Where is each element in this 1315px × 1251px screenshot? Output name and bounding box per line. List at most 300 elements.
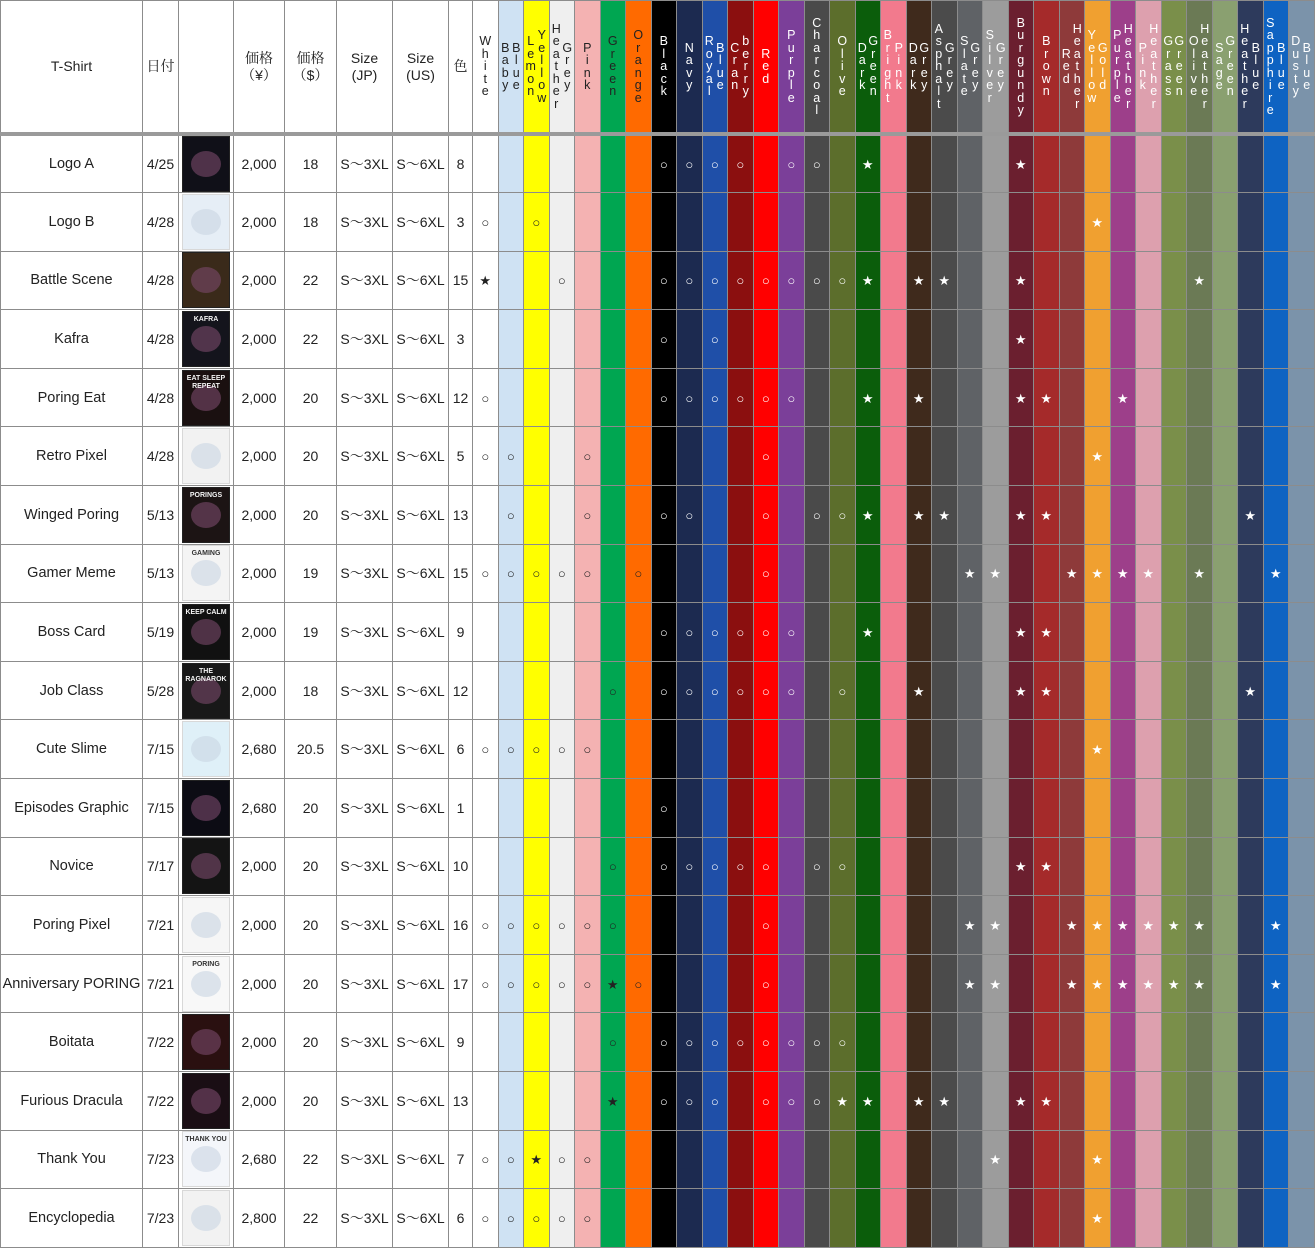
cell-color-black[interactable] — [651, 603, 677, 662]
cell-color-red[interactable] — [753, 1189, 779, 1248]
cell-color-navy[interactable] — [677, 193, 703, 252]
header-color-yellow-lemon[interactable] — [524, 1, 550, 135]
cell-color-purple[interactable] — [779, 251, 805, 310]
cell-color-heather-blue[interactable] — [1238, 310, 1264, 369]
cell-color-asphalt-grey[interactable] — [932, 544, 958, 603]
cell-color-brown[interactable] — [1034, 954, 1060, 1013]
cell-color-navy[interactable] — [677, 1072, 703, 1131]
cell-color-pink-heather[interactable] — [1136, 193, 1162, 252]
cell-color-heather-purple[interactable] — [1110, 368, 1136, 427]
cell-color-silver-grey[interactable] — [983, 661, 1009, 720]
cell-color-heather-red[interactable] — [1059, 779, 1085, 838]
cell-color-sage-green[interactable] — [1212, 486, 1238, 545]
cell-color-sage-green[interactable] — [1212, 1130, 1238, 1189]
cell-color-baby-blue[interactable] — [498, 779, 524, 838]
cell-color-cranberry[interactable] — [728, 896, 754, 955]
cell-color-bright-pink[interactable] — [881, 1013, 907, 1072]
cell-color-cranberry[interactable] — [728, 837, 754, 896]
cell-color-orange[interactable] — [626, 427, 652, 486]
header-thumbnail[interactable] — [179, 1, 234, 135]
cell-color-white[interactable] — [473, 427, 499, 486]
cell-color-baby-blue[interactable] — [498, 720, 524, 779]
cell-color-silver-grey[interactable] — [983, 720, 1009, 779]
cell-color-red[interactable] — [753, 837, 779, 896]
cell-color-burgundy[interactable] — [1008, 837, 1034, 896]
cell-size-us[interactable]: S～6XL — [393, 779, 449, 838]
header-color-dark-grey[interactable] — [906, 1, 932, 135]
table-row[interactable] — [1, 720, 1315, 779]
cell-color-cranberry[interactable] — [728, 720, 754, 779]
cell-color-white[interactable] — [473, 1130, 499, 1189]
table-row[interactable] — [1, 1013, 1315, 1072]
cell-color-olive[interactable] — [830, 134, 856, 193]
cell-thumbnail[interactable] — [179, 779, 234, 838]
cell-color-silver-grey[interactable] — [983, 193, 1009, 252]
cell-color-red[interactable] — [753, 779, 779, 838]
cell-color-purple[interactable] — [779, 310, 805, 369]
cell-color-heather-blue[interactable] — [1238, 896, 1264, 955]
cell-color-cranberry[interactable] — [728, 954, 754, 1013]
cell-color-olive-heather[interactable] — [1187, 1072, 1213, 1131]
cell-color-brown[interactable] — [1034, 1130, 1060, 1189]
cell-thumbnail[interactable] — [179, 1013, 234, 1072]
cell-size-jp[interactable]: S～3XL — [337, 193, 393, 252]
cell-color-purple[interactable] — [779, 661, 805, 720]
cell-color-dark-green[interactable] — [855, 1013, 881, 1072]
cell-color-heather-grey[interactable] — [549, 486, 575, 545]
cell-color-cranberry[interactable] — [728, 544, 754, 603]
cell-color-cranberry[interactable] — [728, 1130, 754, 1189]
cell-color-red[interactable] — [753, 1130, 779, 1189]
cell-color-royal-blue[interactable] — [702, 779, 728, 838]
cell-thumbnail[interactable] — [179, 896, 234, 955]
cell-color-charcoal[interactable] — [804, 427, 830, 486]
cell-color-heather-red[interactable] — [1059, 251, 1085, 310]
cell-color-charcoal[interactable] — [804, 193, 830, 252]
cell-size-us[interactable]: S～6XL — [393, 603, 449, 662]
header-color-royal-blue[interactable] — [702, 1, 728, 135]
cell-date[interactable]: 7/17 — [143, 837, 179, 896]
cell-color-red[interactable] — [753, 193, 779, 252]
cell-color-slate-grey[interactable] — [957, 896, 983, 955]
table-row[interactable] — [1, 779, 1315, 838]
cell-color-sage-green[interactable] — [1212, 427, 1238, 486]
cell-thumbnail[interactable] — [179, 427, 234, 486]
cell-color-dark-grey[interactable] — [906, 1013, 932, 1072]
cell-color-red[interactable] — [753, 1013, 779, 1072]
cell-color-grass-green[interactable] — [1161, 896, 1187, 955]
cell-color-sapphire-blue[interactable] — [1263, 368, 1289, 427]
cell-color-pink-heather[interactable] — [1136, 720, 1162, 779]
cell-color-dark-grey[interactable] — [906, 779, 932, 838]
cell-color-brown[interactable] — [1034, 1013, 1060, 1072]
cell-color-count[interactable]: 17 — [449, 954, 473, 1013]
cell-color-dark-grey[interactable] — [906, 193, 932, 252]
cell-color-gold-yellow[interactable] — [1085, 427, 1111, 486]
cell-price-jpy[interactable]: 2,000 — [234, 251, 285, 310]
cell-color-grass-green[interactable] — [1161, 779, 1187, 838]
cell-color-brown[interactable] — [1034, 544, 1060, 603]
cell-color-sapphire-blue[interactable] — [1263, 720, 1289, 779]
cell-color-bright-pink[interactable] — [881, 310, 907, 369]
cell-price-usd[interactable]: 20.5 — [285, 720, 337, 779]
table-row[interactable] — [1, 427, 1315, 486]
cell-color-heather-red[interactable] — [1059, 896, 1085, 955]
cell-color-slate-grey[interactable] — [957, 837, 983, 896]
cell-color-gold-yellow[interactable] — [1085, 896, 1111, 955]
cell-color-orange[interactable] — [626, 720, 652, 779]
cell-color-orange[interactable] — [626, 544, 652, 603]
cell-color-gold-yellow[interactable] — [1085, 661, 1111, 720]
cell-color-royal-blue[interactable] — [702, 193, 728, 252]
cell-color-purple[interactable] — [779, 1013, 805, 1072]
cell-size-jp[interactable]: S～3XL — [337, 720, 393, 779]
cell-color-purple[interactable] — [779, 603, 805, 662]
cell-color-gold-yellow[interactable] — [1085, 603, 1111, 662]
cell-tshirt-name[interactable]: Novice — [1, 837, 143, 896]
cell-color-cranberry[interactable] — [728, 368, 754, 427]
cell-color-pink[interactable] — [575, 1130, 601, 1189]
cell-color-heather-purple[interactable] — [1110, 603, 1136, 662]
cell-color-heather-red[interactable] — [1059, 486, 1085, 545]
cell-color-heather-grey[interactable] — [549, 1013, 575, 1072]
cell-price-jpy[interactable]: 2,000 — [234, 368, 285, 427]
cell-color-sapphire-blue[interactable] — [1263, 486, 1289, 545]
cell-color-navy[interactable] — [677, 1130, 703, 1189]
cell-color-burgundy[interactable] — [1008, 661, 1034, 720]
cell-color-sapphire-blue[interactable] — [1263, 310, 1289, 369]
cell-color-slate-grey[interactable] — [957, 486, 983, 545]
cell-color-navy[interactable] — [677, 837, 703, 896]
cell-date[interactable]: 4/28 — [143, 310, 179, 369]
cell-size-us[interactable]: S～6XL — [393, 1072, 449, 1131]
cell-color-white[interactable] — [473, 837, 499, 896]
cell-color-heather-grey[interactable] — [549, 954, 575, 1013]
cell-color-charcoal[interactable] — [804, 661, 830, 720]
cell-tshirt-name[interactable]: Encyclopedia — [1, 1189, 143, 1248]
cell-color-heather-grey[interactable] — [549, 1189, 575, 1248]
cell-size-jp[interactable]: S～3XL — [337, 1130, 393, 1189]
cell-color-yellow-lemon[interactable] — [524, 720, 550, 779]
cell-color-heather-blue[interactable] — [1238, 193, 1264, 252]
cell-color-charcoal[interactable] — [804, 779, 830, 838]
header-color-sapphire-blue[interactable] — [1263, 1, 1289, 135]
cell-color-heather-purple[interactable] — [1110, 896, 1136, 955]
cell-size-us[interactable]: S～6XL — [393, 1189, 449, 1248]
cell-color-heather-blue[interactable] — [1238, 427, 1264, 486]
cell-color-silver-grey[interactable] — [983, 1130, 1009, 1189]
cell-color-grass-green[interactable] — [1161, 251, 1187, 310]
cell-price-jpy[interactable]: 2,000 — [234, 1013, 285, 1072]
header-color-olive[interactable] — [830, 1, 856, 135]
cell-color-olive-heather[interactable] — [1187, 954, 1213, 1013]
cell-price-jpy[interactable]: 2,000 — [234, 954, 285, 1013]
cell-color-white[interactable] — [473, 193, 499, 252]
cell-color-heather-red[interactable] — [1059, 1189, 1085, 1248]
cell-color-orange[interactable] — [626, 310, 652, 369]
cell-color-red[interactable] — [753, 720, 779, 779]
cell-color-grass-green[interactable] — [1161, 1130, 1187, 1189]
cell-color-baby-blue[interactable] — [498, 1013, 524, 1072]
cell-color-charcoal[interactable] — [804, 720, 830, 779]
cell-color-white[interactable] — [473, 1189, 499, 1248]
header-color-cranberry[interactable] — [728, 1, 754, 135]
cell-price-usd[interactable]: 20 — [285, 954, 337, 1013]
cell-color-pink-heather[interactable] — [1136, 427, 1162, 486]
cell-color-sage-green[interactable] — [1212, 720, 1238, 779]
cell-price-usd[interactable]: 22 — [285, 1130, 337, 1189]
cell-color-sapphire-blue[interactable] — [1263, 1013, 1289, 1072]
cell-color-black[interactable] — [651, 251, 677, 310]
cell-size-jp[interactable]: S～3XL — [337, 427, 393, 486]
cell-color-heather-grey[interactable] — [549, 603, 575, 662]
cell-color-burgundy[interactable] — [1008, 720, 1034, 779]
cell-color-white[interactable] — [473, 896, 499, 955]
cell-color-cranberry[interactable] — [728, 251, 754, 310]
cell-color-asphalt-grey[interactable] — [932, 1072, 958, 1131]
cell-date[interactable]: 7/21 — [143, 954, 179, 1013]
cell-color-royal-blue[interactable] — [702, 603, 728, 662]
cell-color-pink-heather[interactable] — [1136, 251, 1162, 310]
cell-color-yellow-lemon[interactable] — [524, 193, 550, 252]
header-color-dusty-blue[interactable] — [1289, 1, 1315, 135]
cell-color-dark-grey[interactable] — [906, 427, 932, 486]
cell-color-silver-grey[interactable] — [983, 427, 1009, 486]
cell-color-asphalt-grey[interactable] — [932, 837, 958, 896]
cell-color-cranberry[interactable] — [728, 486, 754, 545]
cell-color-grass-green[interactable] — [1161, 193, 1187, 252]
cell-color-heather-red[interactable] — [1059, 661, 1085, 720]
header-color-asphalt-grey[interactable] — [932, 1, 958, 135]
cell-color-cranberry[interactable] — [728, 779, 754, 838]
cell-thumbnail[interactable] — [179, 1130, 234, 1189]
cell-color-red[interactable] — [753, 896, 779, 955]
table-row[interactable] — [1, 1130, 1315, 1189]
cell-color-gold-yellow[interactable] — [1085, 1130, 1111, 1189]
header-color-heather-purple[interactable] — [1110, 1, 1136, 135]
cell-color-sage-green[interactable] — [1212, 193, 1238, 252]
cell-color-heather-purple[interactable] — [1110, 779, 1136, 838]
cell-color-olive[interactable] — [830, 720, 856, 779]
cell-color-red[interactable] — [753, 954, 779, 1013]
table-row[interactable] — [1, 368, 1315, 427]
cell-color-pink-heather[interactable] — [1136, 896, 1162, 955]
cell-tshirt-name[interactable]: Poring Eat — [1, 368, 143, 427]
cell-color-black[interactable] — [651, 310, 677, 369]
cell-color-burgundy[interactable] — [1008, 1189, 1034, 1248]
cell-color-royal-blue[interactable] — [702, 1072, 728, 1131]
cell-color-olive[interactable] — [830, 1072, 856, 1131]
cell-color-sapphire-blue[interactable] — [1263, 837, 1289, 896]
cell-color-cranberry[interactable] — [728, 1072, 754, 1131]
cell-size-us[interactable]: S～6XL — [393, 134, 449, 193]
cell-color-silver-grey[interactable] — [983, 251, 1009, 310]
cell-color-heather-grey[interactable] — [549, 837, 575, 896]
cell-color-white[interactable] — [473, 954, 499, 1013]
cell-color-dusty-blue[interactable] — [1289, 251, 1315, 310]
cell-color-heather-grey[interactable] — [549, 779, 575, 838]
cell-color-heather-grey[interactable] — [549, 251, 575, 310]
cell-color-olive[interactable] — [830, 1013, 856, 1072]
cell-color-dark-grey[interactable] — [906, 603, 932, 662]
table-row[interactable] — [1, 134, 1315, 193]
cell-thumbnail[interactable] — [179, 544, 234, 603]
cell-color-brown[interactable] — [1034, 251, 1060, 310]
cell-color-brown[interactable] — [1034, 193, 1060, 252]
cell-color-burgundy[interactable] — [1008, 134, 1034, 193]
cell-color-brown[interactable] — [1034, 368, 1060, 427]
cell-color-grass-green[interactable] — [1161, 954, 1187, 1013]
cell-color-silver-grey[interactable] — [983, 1013, 1009, 1072]
cell-color-black[interactable] — [651, 427, 677, 486]
cell-color-dusty-blue[interactable] — [1289, 896, 1315, 955]
cell-color-white[interactable] — [473, 1013, 499, 1072]
cell-color-count[interactable]: 6 — [449, 720, 473, 779]
cell-color-yellow-lemon[interactable] — [524, 837, 550, 896]
cell-color-sage-green[interactable] — [1212, 544, 1238, 603]
cell-price-usd[interactable]: 22 — [285, 310, 337, 369]
cell-color-brown[interactable] — [1034, 486, 1060, 545]
cell-color-burgundy[interactable] — [1008, 896, 1034, 955]
header-price-jpy[interactable] — [234, 1, 285, 135]
cell-color-count[interactable]: 9 — [449, 1013, 473, 1072]
cell-color-silver-grey[interactable] — [983, 603, 1009, 662]
cell-color-pink[interactable] — [575, 1189, 601, 1248]
cell-size-jp[interactable]: S～3XL — [337, 896, 393, 955]
cell-color-navy[interactable] — [677, 1013, 703, 1072]
cell-color-pink-heather[interactable] — [1136, 134, 1162, 193]
cell-color-heather-red[interactable] — [1059, 1130, 1085, 1189]
cell-color-silver-grey[interactable] — [983, 368, 1009, 427]
cell-color-slate-grey[interactable] — [957, 544, 983, 603]
header-color-bright-pink[interactable] — [881, 1, 907, 135]
cell-color-asphalt-grey[interactable] — [932, 310, 958, 369]
cell-color-olive-heather[interactable] — [1187, 837, 1213, 896]
cell-color-olive[interactable] — [830, 1189, 856, 1248]
cell-color-green[interactable] — [600, 779, 626, 838]
cell-color-black[interactable] — [651, 1189, 677, 1248]
cell-color-dusty-blue[interactable] — [1289, 368, 1315, 427]
cell-color-sapphire-blue[interactable] — [1263, 661, 1289, 720]
header-color-slate-grey[interactable] — [957, 1, 983, 135]
cell-color-heather-blue[interactable] — [1238, 1013, 1264, 1072]
cell-color-black[interactable] — [651, 544, 677, 603]
cell-color-orange[interactable] — [626, 603, 652, 662]
cell-color-sage-green[interactable] — [1212, 1072, 1238, 1131]
cell-color-count[interactable]: 13 — [449, 486, 473, 545]
cell-color-royal-blue[interactable] — [702, 427, 728, 486]
cell-color-orange[interactable] — [626, 251, 652, 310]
cell-size-jp[interactable]: S～3XL — [337, 544, 393, 603]
cell-color-royal-blue[interactable] — [702, 486, 728, 545]
header-size-jp[interactable] — [337, 1, 393, 135]
cell-color-olive[interactable] — [830, 486, 856, 545]
cell-color-asphalt-grey[interactable] — [932, 134, 958, 193]
cell-color-grass-green[interactable] — [1161, 427, 1187, 486]
cell-color-brown[interactable] — [1034, 896, 1060, 955]
cell-color-burgundy[interactable] — [1008, 779, 1034, 838]
cell-color-royal-blue[interactable] — [702, 368, 728, 427]
cell-color-red[interactable] — [753, 368, 779, 427]
cell-color-asphalt-grey[interactable] — [932, 954, 958, 1013]
cell-color-yellow-lemon[interactable] — [524, 603, 550, 662]
cell-color-charcoal[interactable] — [804, 954, 830, 1013]
cell-color-silver-grey[interactable] — [983, 1189, 1009, 1248]
cell-color-cranberry[interactable] — [728, 1189, 754, 1248]
cell-color-navy[interactable] — [677, 779, 703, 838]
cell-color-heather-blue[interactable] — [1238, 661, 1264, 720]
cell-color-baby-blue[interactable] — [498, 1072, 524, 1131]
cell-color-dark-green[interactable] — [855, 310, 881, 369]
cell-color-brown[interactable] — [1034, 603, 1060, 662]
cell-color-heather-blue[interactable] — [1238, 134, 1264, 193]
cell-tshirt-name[interactable]: Thank You — [1, 1130, 143, 1189]
cell-color-gold-yellow[interactable] — [1085, 251, 1111, 310]
cell-color-heather-grey[interactable] — [549, 134, 575, 193]
cell-color-heather-grey[interactable] — [549, 544, 575, 603]
cell-color-olive-heather[interactable] — [1187, 720, 1213, 779]
cell-color-sapphire-blue[interactable] — [1263, 251, 1289, 310]
cell-size-jp[interactable]: S～3XL — [337, 310, 393, 369]
cell-color-yellow-lemon[interactable] — [524, 1072, 550, 1131]
cell-color-charcoal[interactable] — [804, 1130, 830, 1189]
cell-color-sage-green[interactable] — [1212, 1189, 1238, 1248]
cell-color-dark-green[interactable] — [855, 1189, 881, 1248]
cell-price-usd[interactable]: 20 — [285, 1072, 337, 1131]
cell-tshirt-name[interactable]: Gamer Meme — [1, 544, 143, 603]
cell-color-sage-green[interactable] — [1212, 134, 1238, 193]
cell-color-burgundy[interactable] — [1008, 1072, 1034, 1131]
cell-color-dusty-blue[interactable] — [1289, 486, 1315, 545]
cell-color-royal-blue[interactable] — [702, 251, 728, 310]
cell-color-asphalt-grey[interactable] — [932, 1013, 958, 1072]
cell-color-green[interactable] — [600, 1072, 626, 1131]
cell-color-dusty-blue[interactable] — [1289, 954, 1315, 1013]
cell-color-olive-heather[interactable] — [1187, 427, 1213, 486]
cell-color-olive[interactable] — [830, 251, 856, 310]
cell-color-asphalt-grey[interactable] — [932, 486, 958, 545]
cell-color-burgundy[interactable] — [1008, 193, 1034, 252]
cell-color-white[interactable] — [473, 544, 499, 603]
cell-color-cranberry[interactable] — [728, 193, 754, 252]
cell-color-yellow-lemon[interactable] — [524, 544, 550, 603]
cell-color-olive-heather[interactable] — [1187, 896, 1213, 955]
cell-color-heather-grey[interactable] — [549, 1130, 575, 1189]
cell-color-olive[interactable] — [830, 544, 856, 603]
cell-price-jpy[interactable]: 2,680 — [234, 779, 285, 838]
header-color-grass-green[interactable] — [1161, 1, 1187, 135]
cell-tshirt-name[interactable]: Boss Card — [1, 603, 143, 662]
cell-color-bright-pink[interactable] — [881, 134, 907, 193]
cell-color-purple[interactable] — [779, 779, 805, 838]
cell-color-grass-green[interactable] — [1161, 134, 1187, 193]
cell-color-heather-grey[interactable] — [549, 368, 575, 427]
cell-price-jpy[interactable]: 2,000 — [234, 310, 285, 369]
cell-color-olive[interactable] — [830, 310, 856, 369]
cell-color-dark-green[interactable] — [855, 251, 881, 310]
table-row[interactable] — [1, 896, 1315, 955]
cell-color-baby-blue[interactable] — [498, 544, 524, 603]
cell-color-white[interactable] — [473, 251, 499, 310]
cell-color-dark-grey[interactable] — [906, 1130, 932, 1189]
cell-color-count[interactable]: 12 — [449, 661, 473, 720]
cell-color-white[interactable] — [473, 1072, 499, 1131]
cell-color-gold-yellow[interactable] — [1085, 368, 1111, 427]
cell-color-green[interactable] — [600, 251, 626, 310]
cell-color-white[interactable] — [473, 486, 499, 545]
cell-color-dark-grey[interactable] — [906, 1072, 932, 1131]
header-color-baby-blue[interactable] — [498, 1, 524, 135]
